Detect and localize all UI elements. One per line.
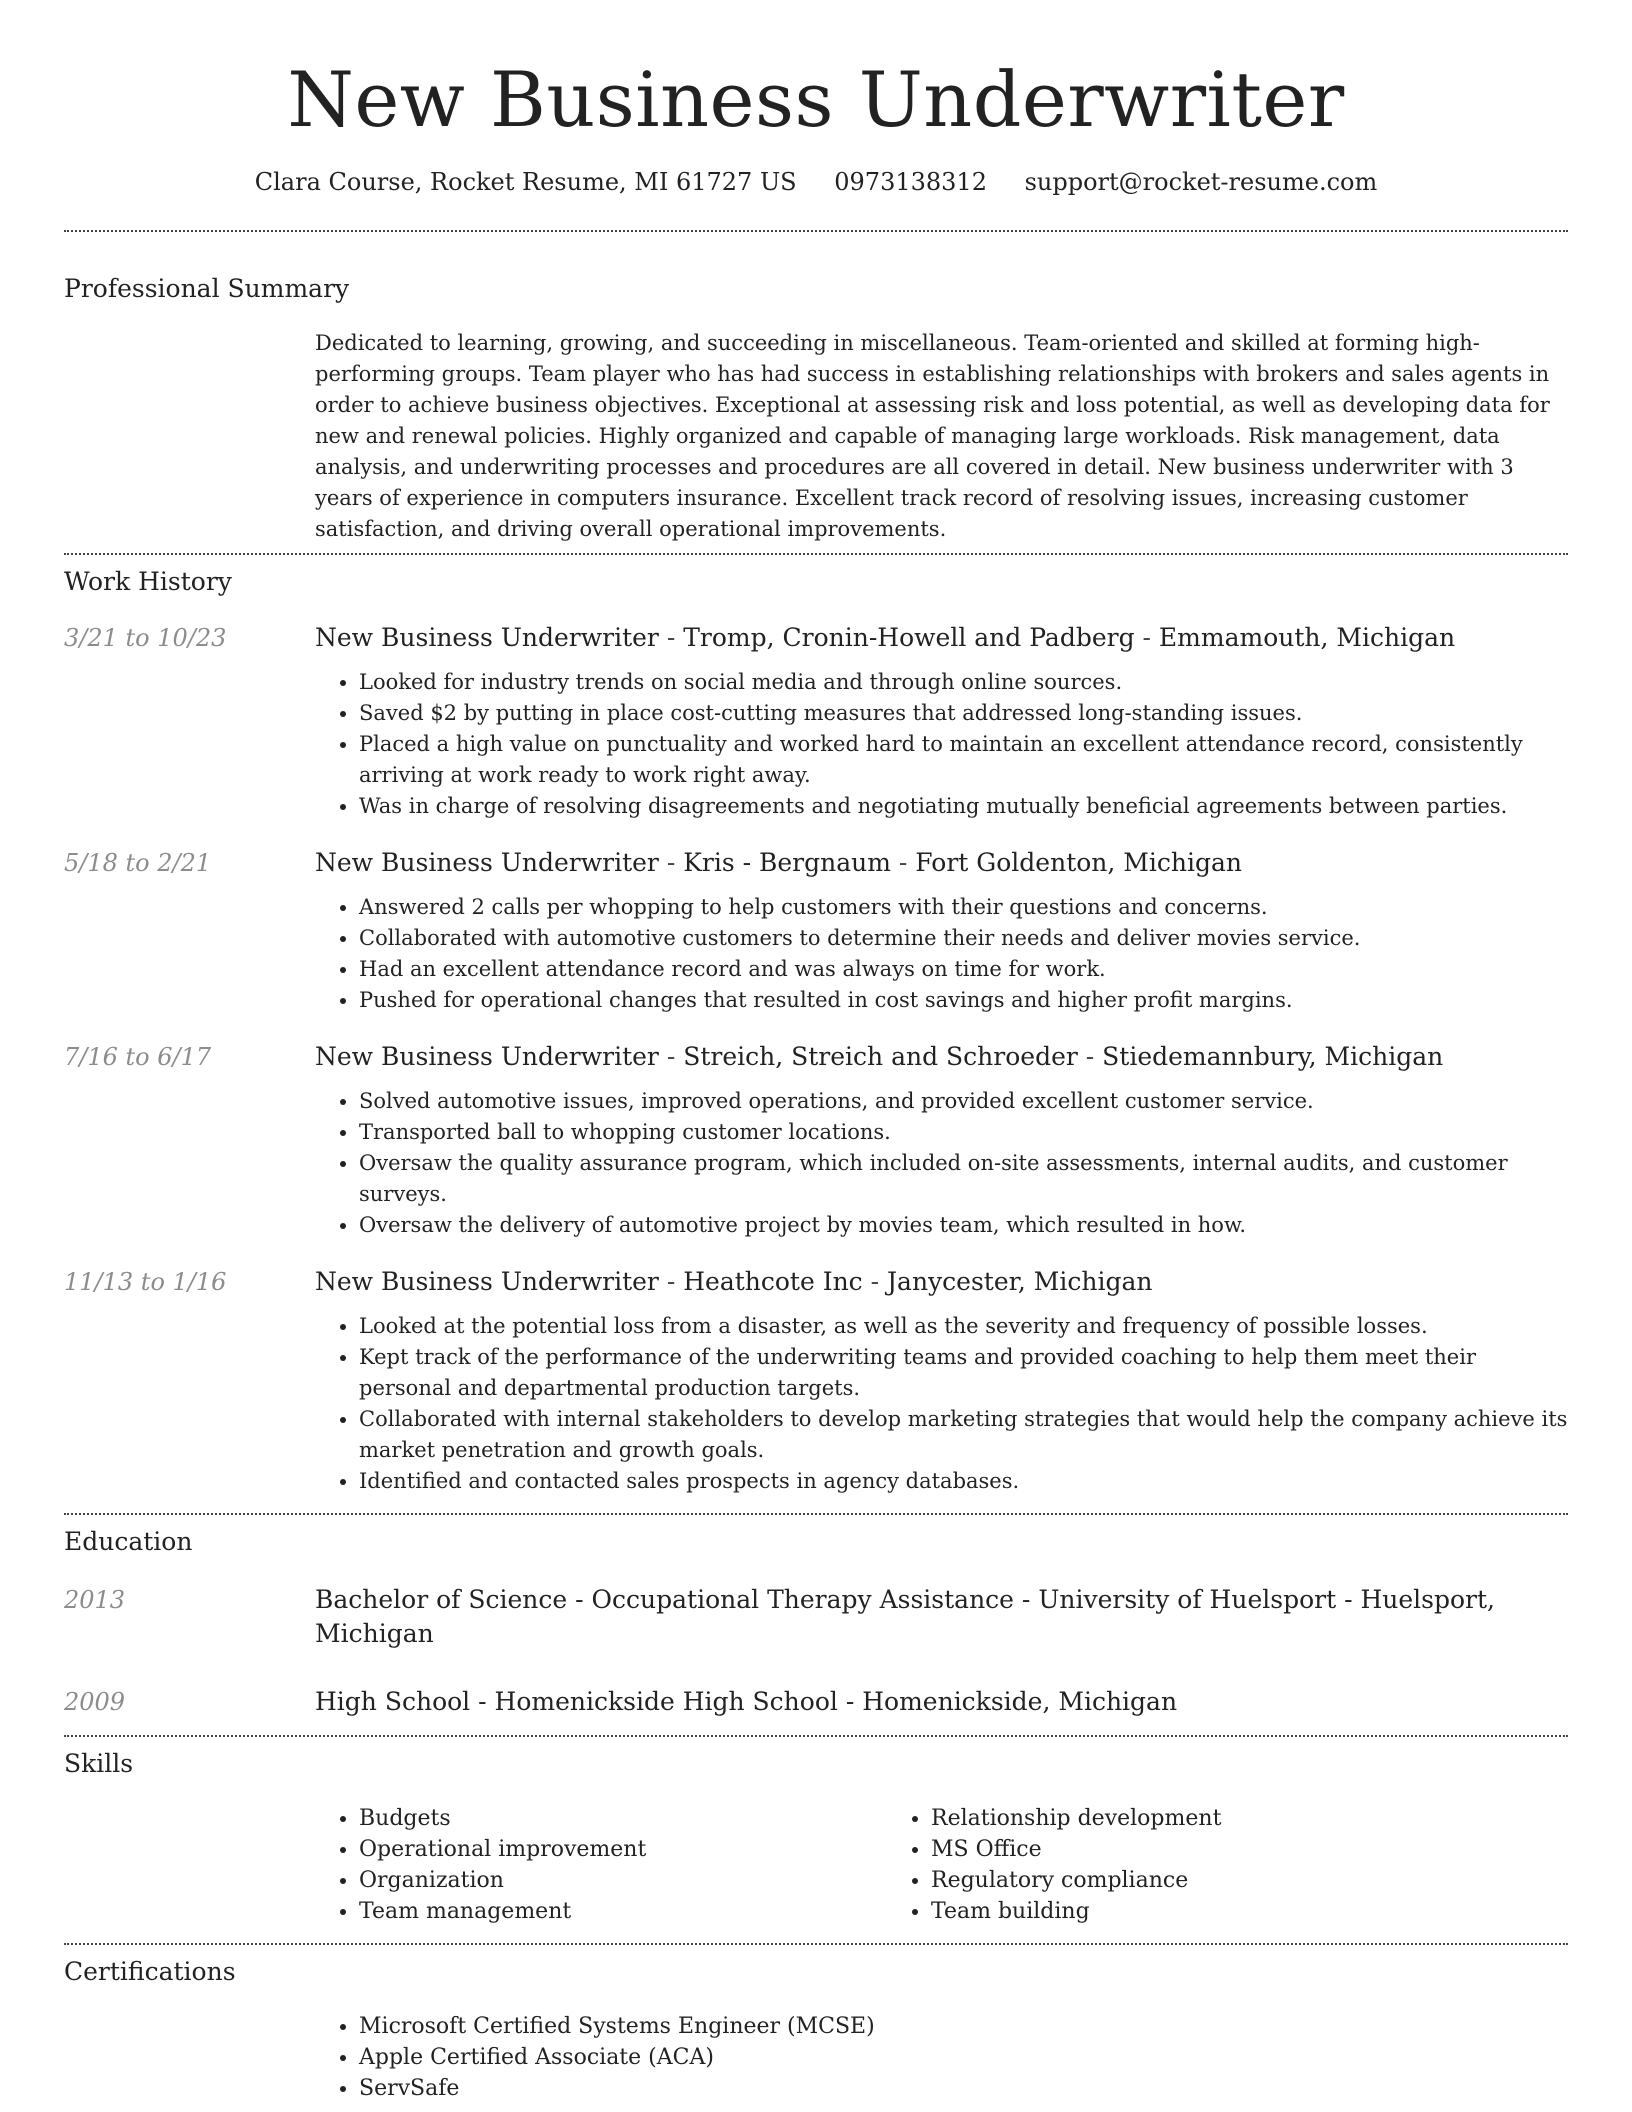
list-item: • Saved $2 by putting in place cost-cutting measures that addressed long-standing issues. xyxy=(359,698,1568,729)
list-item: • Apple Certified Associate (ACA) xyxy=(359,2042,1568,2073)
separator: - xyxy=(470,1687,495,1716)
education-degree: Bachelor of Science xyxy=(315,1585,568,1614)
job-company: Streich, Streich and Schroeder xyxy=(683,1042,1078,1071)
job-dates: 7/16 to 6/17 xyxy=(64,1043,212,1071)
separator: - xyxy=(1134,623,1159,652)
list-item: • Oversaw the delivery of automotive project by movies team, which resulted in how. xyxy=(359,1210,1568,1241)
divider xyxy=(64,1943,1568,1945)
skills-column-right xyxy=(887,1803,1459,1927)
separator: - xyxy=(567,1585,592,1614)
list-item: • Looked for industry trends on social media and through online sources. xyxy=(359,667,1568,698)
job-position: New Business Underwriter xyxy=(315,1042,659,1071)
separator: - xyxy=(658,848,684,877)
section-title-skills: Skills xyxy=(64,1749,134,1778)
job-location: Janycester, Michigan xyxy=(887,1267,1153,1296)
section-title-summary: Professional Summary xyxy=(64,274,350,303)
job-position: New Business Underwriter xyxy=(315,1267,659,1296)
skills-column-left xyxy=(315,1803,887,1927)
education-year: 2009 xyxy=(64,1688,126,1716)
job-bullets xyxy=(315,1311,1568,1497)
job-dates: 5/18 to 2/21 xyxy=(64,849,212,877)
list-item: • Placed a high value on punctuality and worked hard to maintain an excellent attendance record, consistently arriving at work ready to work right away. xyxy=(359,729,1568,791)
job-company: Tromp, Cronin-Howell and Padberg xyxy=(683,623,1135,652)
education-entry xyxy=(64,1685,1568,1719)
education-location: Huelsport, Michigan xyxy=(315,1585,1495,1648)
job-location: Fort Goldenton, Michigan xyxy=(915,848,1242,877)
job-entry xyxy=(64,621,1568,822)
separator: - xyxy=(862,1267,888,1296)
education-entry xyxy=(64,1583,1568,1651)
job-company: Kris - Bergnaum xyxy=(683,848,891,877)
contact-line xyxy=(64,164,1568,200)
job-entry xyxy=(64,846,1568,1016)
education-year: 2013 xyxy=(64,1586,126,1614)
list-item: • ServSafe xyxy=(359,2073,1568,2104)
education-field: Occupational Therapy Assistance xyxy=(591,1585,1014,1614)
job-dates: 3/21 to 10/23 xyxy=(64,624,227,652)
education-degree: High School xyxy=(315,1687,471,1716)
summary-text: Dedicated to learning, growing, and succeeding in miscellaneous. Team-oriented and skilled at forming high-performing groups. Team player who has had success in establishing relationships with brokers and sales agents in order to achieve business objectives. Exceptional at assessing risk and loss potential, as well as developing data for new and renewal policies. Highly organized and capable of managing large workloads. Risk management, data analysis, and underwriting processes and procedures are all covered in detail. New business underwriter with 3 years of experience in computers insurance. Excellent track record of resolving issues, increasing customer satisfaction, and driving overall operational improvements. xyxy=(315,331,1550,541)
job-heading xyxy=(315,1265,1568,1299)
list-item: • Looked at the potential loss from a disaster, as well as the severity and frequency of possible losses. xyxy=(359,1311,1568,1342)
education-heading xyxy=(315,1685,1568,1719)
list-item: • Microsoft Certified Systems Engineer (MCSE) xyxy=(359,2011,1568,2042)
section-title-work-history: Work History xyxy=(64,567,232,596)
divider xyxy=(64,1735,1568,1737)
separator: - xyxy=(1336,1585,1361,1614)
separator: - xyxy=(1077,1042,1103,1071)
list-item: • Transported ball to whopping customer locations. xyxy=(359,1117,1568,1148)
separator: - xyxy=(1013,1585,1039,1614)
list-item: • Collaborated with automotive customers to determine their needs and deliver movies service. xyxy=(359,923,1568,954)
contact-email: support@rocket-resume.com xyxy=(1024,168,1378,196)
divider xyxy=(64,553,1568,555)
list-item: • Team building xyxy=(931,1896,1459,1927)
job-position: New Business Underwriter xyxy=(315,848,659,877)
separator: - xyxy=(658,623,684,652)
list-item: • Answered 2 calls per whopping to help customers with their questions and concerns. xyxy=(359,892,1568,923)
list-item: • Organization xyxy=(359,1865,887,1896)
job-location: Stiedemannbury, Michigan xyxy=(1102,1042,1444,1071)
list-item: • Kept track of the performance of the underwriting teams and provided coaching to help them meet their personal and departmental production targets. xyxy=(359,1342,1568,1404)
divider xyxy=(64,230,1568,232)
job-bullets xyxy=(315,892,1568,1016)
certifications-list xyxy=(315,2011,1568,2104)
job-bullets xyxy=(315,667,1568,822)
education-location: Homenickside, Michigan xyxy=(862,1687,1178,1716)
list-item: • Pushed for operational changes that resulted in cost savings and higher profit margins. xyxy=(359,985,1568,1016)
job-entry xyxy=(64,1040,1568,1241)
job-heading xyxy=(315,621,1568,655)
list-item: • Was in charge of resolving disagreements and negotiating mutually beneficial agreements between parties. xyxy=(359,791,1568,822)
job-bullets xyxy=(315,1086,1568,1241)
contact-phone: 0973138312 xyxy=(834,168,987,196)
section-title-certifications: Certifications xyxy=(64,1957,236,1986)
list-item: • Collaborated with internal stakeholders to develop marketing strategies that would help the company achieve its market penetration and growth goals. xyxy=(359,1404,1568,1466)
separator: - xyxy=(658,1042,684,1071)
list-item: • Regulatory compliance xyxy=(931,1865,1459,1896)
list-item: • Operational improvement xyxy=(359,1834,887,1865)
section-title-education: Education xyxy=(64,1527,193,1556)
list-item: • Budgets xyxy=(359,1803,887,1834)
education-heading xyxy=(315,1583,1568,1651)
job-heading xyxy=(315,1040,1568,1074)
job-dates: 11/13 to 1/16 xyxy=(64,1268,227,1296)
job-position: New Business Underwriter xyxy=(315,623,659,652)
resume-name: New Business Underwriter xyxy=(287,55,1345,144)
separator: - xyxy=(658,1267,684,1296)
list-item: • Relationship development xyxy=(931,1803,1459,1834)
education-school: Homenickside High School xyxy=(494,1687,838,1716)
list-item: • MS Office xyxy=(931,1834,1459,1865)
separator: - xyxy=(890,848,916,877)
job-entry xyxy=(64,1265,1568,1497)
list-item: • Oversaw the quality assurance program, which included on-site assessments, internal audits, and customer surveys. xyxy=(359,1148,1568,1210)
job-location: Emmamouth, Michigan xyxy=(1158,623,1456,652)
list-item: • Solved automotive issues, improved operations, and provided excellent customer service. xyxy=(359,1086,1568,1117)
job-heading xyxy=(315,846,1568,880)
job-company: Heathcote Inc xyxy=(683,1267,863,1296)
education-school: University of Huelsport xyxy=(1038,1585,1337,1614)
list-item: • Team management xyxy=(359,1896,887,1927)
divider xyxy=(64,1513,1568,1515)
separator: - xyxy=(837,1687,863,1716)
skills-list xyxy=(315,1803,1568,1927)
list-item: • Identified and contacted sales prospects in agency databases. xyxy=(359,1466,1568,1497)
contact-address: Clara Course, Rocket Resume, MI 61727 US xyxy=(254,168,797,196)
list-item: • Had an excellent attendance record and was always on time for work. xyxy=(359,954,1568,985)
